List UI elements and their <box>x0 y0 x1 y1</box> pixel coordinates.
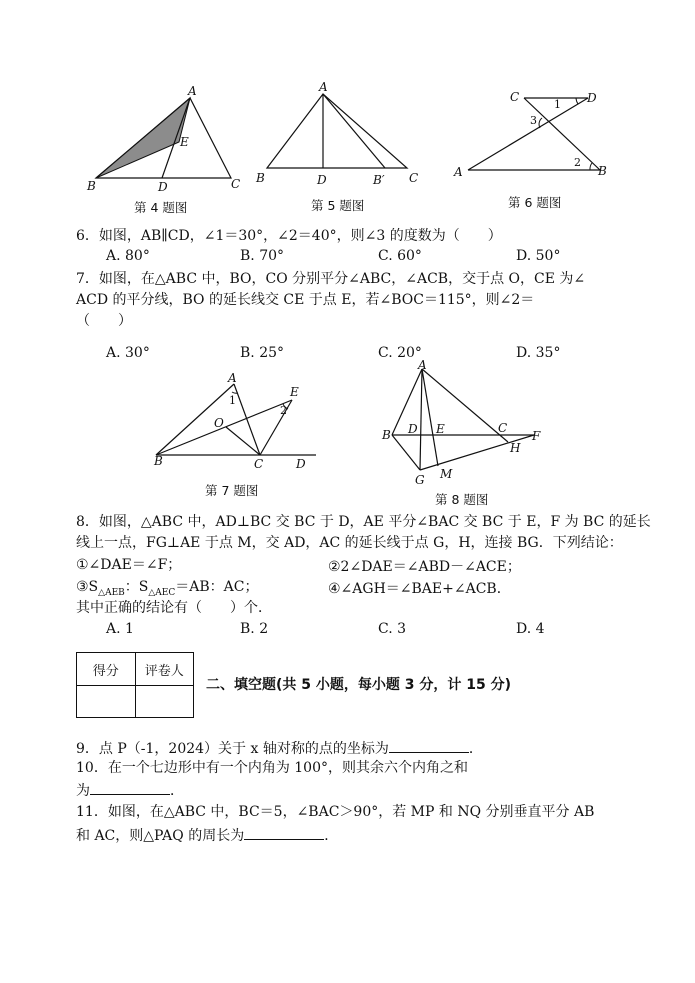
q10-answer-blank[interactable] <box>90 780 170 795</box>
label-angle-2: 2 <box>280 404 287 417</box>
figure-5-diagram <box>255 80 425 190</box>
label-e: E <box>290 385 299 399</box>
q7-option-a: A. 30° <box>106 345 150 361</box>
question-11-line-2 <box>76 825 338 845</box>
question-8-stem-end: 其中正确的结论有（ ）个． <box>76 600 272 616</box>
figure-8 <box>378 358 553 487</box>
label-b: B <box>382 428 391 442</box>
label-angle-3: 3 <box>530 114 537 127</box>
label-b: B <box>598 164 607 178</box>
figure-4-caption: 第 4 题图 <box>134 200 188 215</box>
label-d: D <box>158 180 168 194</box>
figure-5 <box>255 80 425 190</box>
score-box <box>76 652 194 718</box>
question-7-stem-line-1: 7．如图，在△ABC 中，BO，CO 分别平分∠ABC，∠ACB，交于点 O，CE 为∠ <box>76 271 586 287</box>
score-cell[interactable] <box>77 686 136 718</box>
figure-8-caption: 第 8 题图 <box>435 492 489 507</box>
q9-answer-blank[interactable] <box>389 738 469 753</box>
label-c: C <box>409 171 419 185</box>
q7-option-b: B. 25° <box>240 345 285 361</box>
q7-option-c: C. 20° <box>378 345 422 361</box>
q8-conclusion-4: ④∠AGH＝∠BAE+∠ACB． <box>328 581 511 597</box>
question-7-stem-line-2: ACD 的平分线，BO 的延长线交 CE 于点 E，若∠BOC＝115°，则∠2＝ <box>76 292 535 308</box>
question-9 <box>76 738 483 758</box>
segment-ag <box>420 369 422 470</box>
question-8-stem-line-1: 8．如图，△ABC 中，AD⊥BC 交 BC 于 D，AE 平分∠BAC 交 BC 于 E，F 为 BC 的延长 <box>76 514 651 530</box>
segment-ad <box>468 98 588 170</box>
q6-option-c: C. 60° <box>378 248 422 264</box>
score-header: 得分 <box>77 653 136 686</box>
label-d: D <box>587 91 597 105</box>
label-angle-2: 2 <box>574 156 581 169</box>
c3-suffix: ＝AB：AC； <box>175 579 259 595</box>
q9-end: ． <box>468 741 483 757</box>
q10-text: 为 <box>76 783 90 799</box>
question-7-stem-line-3: （ ） <box>76 313 132 329</box>
label-c: C <box>254 457 264 471</box>
figure-4-diagram <box>86 84 246 194</box>
label-o: O <box>214 416 224 430</box>
c3-subscript-aec: △AEC <box>148 587 176 598</box>
figure-4 <box>86 84 246 194</box>
q8-option-a: A. 1 <box>106 621 134 637</box>
label-h: H <box>510 441 521 455</box>
segment-am <box>422 369 438 466</box>
grader-header: 评卷人 <box>135 653 194 686</box>
question-11-line-1: 11．如图，在△ABC 中，BC＝5，∠BAC＞90°，若 MP 和 NQ 分别垂直平分 AB <box>76 804 595 820</box>
figure-8-diagram <box>378 358 553 487</box>
segment-ab-prime <box>323 94 385 168</box>
label-angle-1: 1 <box>554 98 561 111</box>
label-m: M <box>440 467 453 481</box>
q11-end: ． <box>324 828 339 844</box>
section-2-title: 二、填空题(共 5 小题，每小题 3 分，计 15 分) <box>206 677 512 693</box>
label-c: C <box>510 90 520 104</box>
q6-option-d: D. 50° <box>516 248 561 264</box>
question-10-line-2 <box>76 780 184 800</box>
q8-conclusion-1: ①∠DAE＝∠F； <box>76 557 182 573</box>
segment-be <box>156 400 292 455</box>
label-e: E <box>180 135 189 149</box>
c3-prefix: ③S <box>76 579 99 595</box>
label-a: A <box>228 371 237 385</box>
segment-bg <box>392 435 420 470</box>
q10-end: ． <box>170 783 184 799</box>
label-c: C <box>498 421 508 435</box>
label-a: A <box>188 84 197 98</box>
label-b: B <box>154 454 163 468</box>
c3-subscript-aeb: △AEB <box>98 587 125 598</box>
figure-6 <box>450 88 615 184</box>
figure-5-caption: 第 5 题图 <box>311 198 365 213</box>
label-a: A <box>319 80 328 94</box>
label-e: E <box>436 422 445 436</box>
label-b: B <box>256 171 265 185</box>
label-b-prime: B′ <box>373 173 385 187</box>
label-a: A <box>454 165 463 179</box>
q6-option-a: A. 80° <box>106 248 150 264</box>
angle-1-arc <box>576 98 578 104</box>
question-6-stem: 6．如图，AB∥CD，∠1＝30°，∠2＝40°，则∠3 的度数为（ ） <box>76 228 502 244</box>
grader-cell[interactable] <box>135 686 194 718</box>
c3-middle: ：S <box>124 579 149 595</box>
q11-answer-blank[interactable] <box>244 825 324 840</box>
q8-option-b: B. 2 <box>240 621 269 637</box>
label-d: D <box>408 422 418 436</box>
label-c: C <box>231 177 241 191</box>
angle-2-arc <box>590 163 592 170</box>
label-g: G <box>415 473 425 487</box>
q8-option-d: D. 4 <box>516 621 545 637</box>
q6-option-b: B. 70° <box>240 248 285 264</box>
q11-text: 和 AC，则△PAQ 的周长为 <box>76 828 245 844</box>
figure-7-diagram <box>150 372 325 472</box>
label-b: B <box>87 179 96 193</box>
figure-7-caption: 第 7 题图 <box>205 483 259 498</box>
segment-ah <box>422 369 508 442</box>
label-angle-1: 1 <box>229 394 236 407</box>
label-d: D <box>296 457 306 471</box>
figure-6-caption: 第 6 题图 <box>508 195 562 210</box>
question-8-stem-line-2: 线上一点，FG⊥AE 于点 M，交 AD，AC 的延长线于点 G，H，连接 BG．下列结论： <box>76 535 623 551</box>
q9-text: 9．点 P（-1，2024）关于 x 轴对称的点的坐标为 <box>76 741 389 757</box>
figure-6-diagram <box>450 88 615 184</box>
label-f: F <box>532 429 541 443</box>
figure-7 <box>150 372 325 472</box>
q8-conclusion-2: ②2∠DAE＝∠ABD－∠ACE； <box>328 559 521 575</box>
q7-option-d: D. 35° <box>516 345 561 361</box>
triangle-abc <box>267 94 407 168</box>
segment-cb <box>524 98 600 170</box>
q8-option-c: C. 3 <box>378 621 407 637</box>
question-10-line-1: 10．在一个七边形中有一个内角为 100°，则其余六个内角之和 <box>76 760 468 776</box>
label-a: A <box>418 358 427 372</box>
label-d: D <box>317 173 327 187</box>
